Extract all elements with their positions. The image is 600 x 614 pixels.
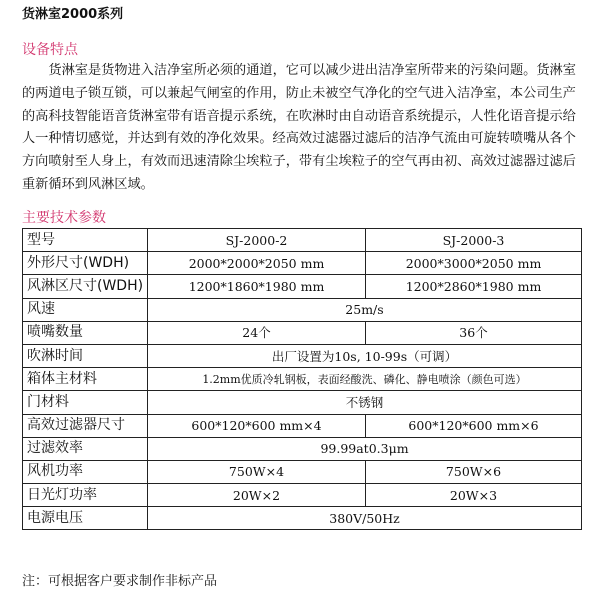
table-row: [23, 275, 582, 298]
cell-value: 600*120*600 mm×4: [148, 414, 366, 437]
table-row: [23, 414, 582, 437]
cell-label: 门材料: [23, 391, 148, 414]
cell-label: 日光灯功率: [23, 484, 148, 507]
cell-value: 24个: [148, 321, 366, 344]
cell-model-1: SJ-2000-2: [148, 229, 366, 252]
table-row: [23, 484, 582, 507]
cell-value: 600*120*600 mm×6: [366, 414, 582, 437]
cell-label: 高效过滤器尺寸: [23, 414, 148, 437]
cell-label: 电源电压: [23, 507, 148, 530]
cell-label: 风机功率: [23, 460, 148, 483]
cell-value: 20W×2: [148, 484, 366, 507]
cell-label: 外形尺寸(WDH): [23, 252, 148, 275]
table-row: [23, 252, 582, 275]
cell-label: 型号: [23, 229, 148, 252]
cell-value: 2000*3000*2050 mm: [366, 252, 582, 275]
cell-label: 过滤效率: [23, 437, 148, 460]
table-header-row: [23, 229, 582, 252]
table-row: [23, 460, 582, 483]
cell-label: 喷嘴数量: [23, 321, 148, 344]
table-row: [23, 368, 582, 391]
cell-value: 不锈钢: [148, 391, 582, 414]
table-row: [23, 321, 582, 344]
cell-value: 25m/s: [148, 298, 582, 321]
cell-value: 出厂设置为10s, 10-99s（可调）: [148, 344, 582, 367]
features-paragraph: 货淋室是货物进入洁净室所必须的通道，它可以减少进出洁净室所带来的污染问题。货淋室的两道电子锁互锁，可以兼起气闸室的作用，防止未被空气净化的空气进入洁净室，本公司生产的高科技智能语音货淋室带有语音提示系统，在吹淋时由自动语音系统提示，人性化语音提示给人一种情切感觉，并达到有效的净化效果。经高效过滤器过滤后的洁净气流由可旋转喷嘴从各个方向喷射至人身上，有效而迅速清除尘埃粒子，带有尘埃粒子的空气再由初、高效过滤器过滤后重新循环到风淋区域。: [22, 63, 576, 192]
page-title: 货淋室2000系列: [22, 7, 124, 22]
cell-label: 风淋区尺寸(WDH): [23, 275, 148, 298]
table-row: [23, 391, 582, 414]
table-row: [23, 298, 582, 321]
cell-value: 1200*2860*1980 mm: [366, 275, 582, 298]
cell-value: 750W×6: [366, 460, 582, 483]
cell-value: 36个: [366, 321, 582, 344]
table-row: [23, 507, 582, 530]
features-heading: 设备特点: [22, 42, 78, 58]
cell-label: 吹淋时间: [23, 344, 148, 367]
cell-value: 20W×3: [366, 484, 582, 507]
footnote: 注：可根据客户要求制作非标产品: [22, 574, 218, 589]
cell-value: 2000*2000*2050 mm: [148, 252, 366, 275]
cell-value: 750W×4: [148, 460, 366, 483]
table-row: [23, 437, 582, 460]
cell-label: 箱体主材料: [23, 368, 148, 391]
cell-model-2: SJ-2000-3: [366, 229, 582, 252]
spec-table: [22, 228, 582, 530]
cell-value: 1.2mm优质冷轧钢板，表面经酸洗、磷化、静电喷涂（颜色可选）: [148, 368, 582, 391]
cell-value: 380V/50Hz: [148, 507, 582, 530]
cell-value: 99.99at0.3μm: [148, 437, 582, 460]
table-row: [23, 344, 582, 367]
cell-label: 风速: [23, 298, 148, 321]
params-heading: 主要技术参数: [22, 210, 106, 226]
cell-value: 1200*1860*1980 mm: [148, 275, 366, 298]
